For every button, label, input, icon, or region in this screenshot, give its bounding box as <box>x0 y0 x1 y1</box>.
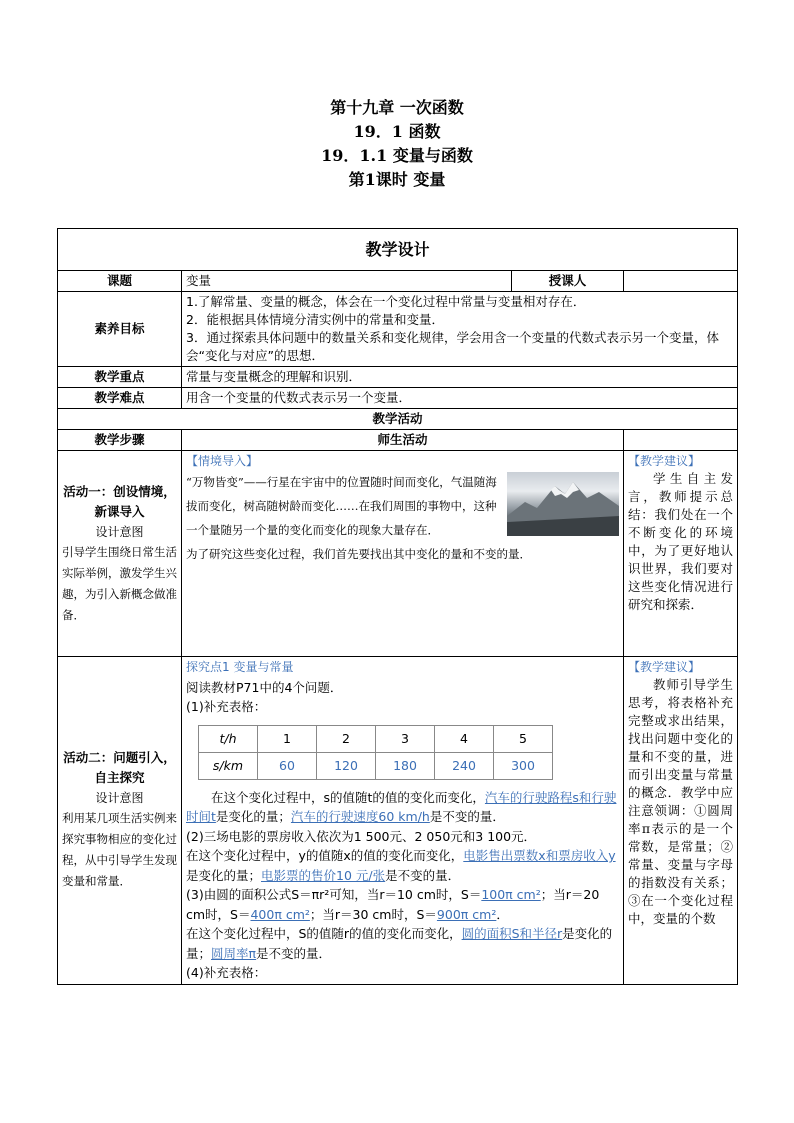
table-cell: s/km <box>199 752 258 779</box>
activity-1-intent-label: 设计意图 <box>95 524 144 539</box>
activity-2-advice: 教师引导学生思考，将表格补充完整或求出结果，找出问题中变化的量和不变的量，进而引出变量与常量的概念．教学中应注意领调：①圆周率π表示的是一个常数，是常量；②常量、变量与字母的指数没有关系；③在一个变化过程中，变量的个数 <box>628 677 734 926</box>
activity-2-section: 探究点1 变量与常量 <box>186 660 294 674</box>
table-cell: 4 <box>435 725 494 752</box>
question-4: (4)补充表格： <box>186 965 267 980</box>
table-cell: 300 <box>494 752 553 779</box>
table-cell: 180 <box>376 752 435 779</box>
table-cell: 240 <box>435 752 494 779</box>
activity-2-read: 阅读教材P71中的4个问题． <box>186 679 343 695</box>
topic-value: 变量 <box>182 271 512 292</box>
goals-content <box>182 292 738 367</box>
activity-2-advice-cell <box>624 657 738 985</box>
steps-label: 教学步骤 <box>58 430 182 451</box>
teacher-student-label: 师生活动 <box>182 430 624 451</box>
activity-1-title: 活动一：创设情境，新课导入 <box>63 483 176 519</box>
activity-2-advice-label: 【教学建议】 <box>628 660 701 674</box>
difficulty-label: 教学难点 <box>58 388 182 409</box>
lesson-plan-table <box>57 228 737 985</box>
activity-1-advice-cell <box>624 451 738 657</box>
activity-2-intent-label: 设计意图 <box>95 791 144 806</box>
activity-2-cell <box>58 657 182 985</box>
mountain-photo <box>507 472 619 536</box>
table-cell: 60 <box>258 752 317 779</box>
teacher-label: 授课人 <box>512 271 624 292</box>
activity-1-advice-label: 【教学建议】 <box>628 454 701 468</box>
answer-3: 在这个变化过程中，S的值随r的值的变化而变化，圆的面积S和半径r是变化的量；圆周率π是不变的量． <box>186 926 613 961</box>
activity-2-intent: 利用某几项生活实例来探究事物相应的变化过程，从中引导学生发现变量和常量． <box>62 811 177 889</box>
activity-1-advice: 学生自主发言，教师提示总结：我们处在一个不断变化的环境中，为了更好地认识世界，我们要对这些变化情况进行研究和探索． <box>628 471 734 612</box>
question-2: (2)三场电影的票房收入依次为1 500元、2 050元和3 100元． <box>186 828 537 844</box>
lesson-title: 第1课时 变量 <box>348 170 446 189</box>
goal-item: 2．能根据具体情境分清实例中的常量和变量． <box>186 312 444 327</box>
activity-2-content <box>182 657 624 985</box>
key-value: 常量与变量概念的理解和识别． <box>182 367 738 388</box>
teacher-value <box>624 271 738 292</box>
activity-1-cell <box>58 451 182 657</box>
activity-1-text: “万物皆变”——行星在宇宙中的位置随时间而变化，气温随海拔而变化，树高随树龄而变化……在我们周围的事物中，这种一个量随另一个量的变化而变化的现象大量存在． <box>186 475 497 537</box>
activity-1-section: 【情境导入】 <box>186 454 259 468</box>
speed-table <box>198 725 553 780</box>
activity-1-text-2: 为了研究这些变化过程，我们首先要找出其中变化的量和不变的量． <box>186 547 531 561</box>
table-cell: t/h <box>199 725 258 752</box>
goals-label: 素养目标 <box>58 292 182 367</box>
answer-2: 在这个变化过程中，y的值随x的值的变化而变化，电影售出票数x和票房收入y是变化的量；电影票的售价10 元/张是不变的量． <box>186 848 616 883</box>
activities-header: 教学活动 <box>58 409 738 430</box>
table-cell: 3 <box>376 725 435 752</box>
subsection-title: 19．1.1 变量与函数 <box>321 146 473 165</box>
activity-1-intent: 引导学生围绕日常生活实际举例，激发学生兴趣，为引入新概念做准备． <box>62 544 177 622</box>
key-label: 教学重点 <box>58 367 182 388</box>
activity-1-content <box>182 451 624 657</box>
table-cell: 2 <box>317 725 376 752</box>
table-cell: 120 <box>317 752 376 779</box>
chapter-title: 第十九章 一次函数 <box>330 98 464 117</box>
answer-1: 在这个变化过程中，s的值随t的值的变化而变化，汽车的行驶路程s和行驶时间t是变化的量；汽车的行驶速度60 km/h是不变的量． <box>186 789 617 824</box>
activity-2-title: 活动二：问题引入，自主探究 <box>63 750 176 786</box>
table-cell: 5 <box>494 725 553 752</box>
goal-item: 3．通过探索具体问题中的数量关系和变化规律，学会用含一个变量的代数式表示另一个变量，体会“变化与对应”的思想． <box>186 330 719 363</box>
design-header: 教学设计 <box>58 229 738 271</box>
table-cell: 1 <box>258 725 317 752</box>
question-3: (3)由圆的面积公式S＝πr²可知，当r＝10 cm时，S＝100π cm²；当r＝20 cm时，S＝400π cm²；当r＝30 cm时，S＝900π cm²． <box>186 887 600 922</box>
goal-item: 1.了解常量、变量的概念，体会在一个变化过程中常量与变量相对存在． <box>186 294 586 309</box>
section-title: 19．1 函数 <box>353 122 441 141</box>
topic-label: 课题 <box>58 271 182 292</box>
difficulty-value: 用含一个变量的代数式表示另一个变量． <box>182 388 738 409</box>
question-1: (1)补充表格： <box>186 699 267 714</box>
page-titles <box>0 96 794 192</box>
